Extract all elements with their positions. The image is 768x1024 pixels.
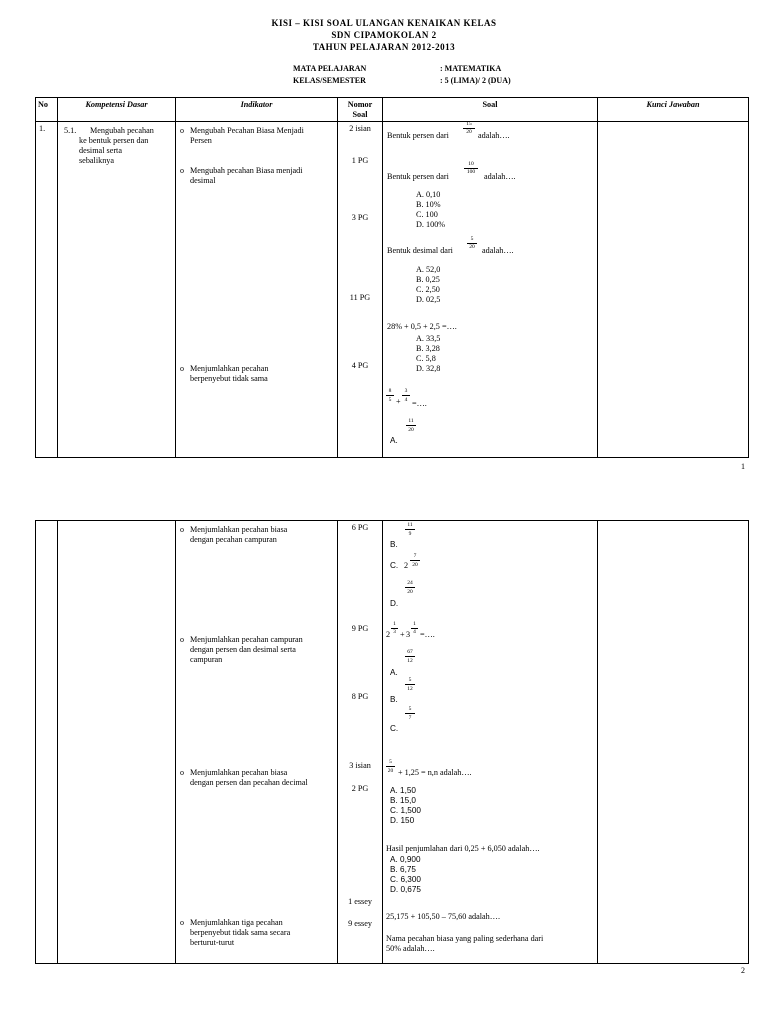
question-text: + 1,25 = n,n adalah…. xyxy=(398,768,472,777)
fraction-denominator: 12 xyxy=(407,686,413,692)
bullet-icon: o xyxy=(180,635,184,644)
question-text: Nama pecahan biasa yang paling sederhana dari xyxy=(386,934,544,943)
fraction-denominator: 100 xyxy=(466,169,476,175)
col-header-kunci: Kunci Jawaban xyxy=(646,100,700,109)
bullet-icon: o xyxy=(180,918,184,927)
option: A. 0,10 xyxy=(416,190,441,199)
option-label: C. xyxy=(390,561,399,570)
question-text: Bentuk persen dari xyxy=(387,172,449,181)
subject-value: : MATEMATIKA xyxy=(440,64,502,73)
option-label: C. xyxy=(390,724,399,733)
question-number: 9 essey xyxy=(348,919,372,928)
indicator-text: desimal xyxy=(190,176,216,185)
doc-title: KISI – KISI SOAL ULANGAN KENAIKAN KELAS xyxy=(271,18,497,28)
answer-options xyxy=(390,786,421,826)
question-number: 11 PG xyxy=(349,293,371,302)
question-text: =…. xyxy=(420,630,435,639)
mixed-whole: 2 xyxy=(404,561,409,570)
fraction-denominator: 20 xyxy=(469,244,475,250)
question-text: Bentuk desimal dari xyxy=(387,246,453,255)
col-header-indikator: Indikator xyxy=(240,100,273,109)
question-number: 1 essey xyxy=(348,897,372,906)
page-number: 1 xyxy=(741,462,745,471)
question-number: 2 PG xyxy=(351,784,369,793)
bullet-icon: o xyxy=(180,768,184,777)
col-header-soal: Soal xyxy=(482,100,498,109)
indicator-text: dengan pecahan campuran xyxy=(190,535,277,544)
fraction-numerator: 7 xyxy=(413,553,417,559)
option: B. 0,25 xyxy=(416,275,440,284)
indicator-text: Persen xyxy=(190,136,212,145)
option: D. 02,5 xyxy=(416,295,441,304)
fraction-denominator: 7 xyxy=(408,715,412,721)
fraction-numerator: 11 xyxy=(408,418,414,424)
option: C. 100 xyxy=(416,210,438,219)
question-number: 3 PG xyxy=(351,213,369,222)
option: A. 0,900 xyxy=(390,855,421,864)
bullet-icon: o xyxy=(180,166,184,175)
fraction-numerator: 15 xyxy=(466,121,472,127)
option: B. 3,28 xyxy=(416,344,440,353)
bullet-icon: o xyxy=(180,525,184,534)
option: D. 0,675 xyxy=(390,885,421,894)
answer-options xyxy=(390,855,421,895)
question-text: 50% adalah…. xyxy=(386,944,435,953)
kd-text: sebaliknya xyxy=(79,156,115,165)
option: D. 150 xyxy=(390,816,415,825)
fraction-denominator: 4 xyxy=(404,397,408,403)
class-value: : 5 (LIMA)/ 2 (DUA) xyxy=(440,76,511,85)
kd-text: ke bentuk persen dan xyxy=(79,136,149,145)
col-header-kompetensi: Kompetensi Dasar xyxy=(85,100,148,109)
question-text: adalah…. xyxy=(484,172,516,181)
question-text: Bentuk persen dari xyxy=(387,131,449,140)
option: B. 15,0 xyxy=(390,796,416,805)
fraction-denominator: 20 xyxy=(466,129,472,135)
option: C. 2,50 xyxy=(416,285,440,294)
answer-options xyxy=(416,334,440,374)
question-text: adalah…. xyxy=(478,131,510,140)
fraction-denominator: 9 xyxy=(408,531,412,537)
fraction-numerator: 11 xyxy=(407,522,413,528)
fraction-denominator: 20 xyxy=(408,427,414,433)
plus-sign: + xyxy=(396,397,401,406)
fraction-denominator: 20 xyxy=(412,562,418,568)
col-header-no: No xyxy=(38,100,49,109)
option: A. 33,5 xyxy=(416,334,441,343)
option: C. 5,8 xyxy=(416,354,436,363)
indicator-text: Mengubah Pecahan Biasa Menjadi xyxy=(190,126,304,135)
indicator-text: dengan persen dan pecahan decimal xyxy=(190,778,308,787)
fraction-numerator: 5 xyxy=(470,236,474,242)
question-number: 3 isian xyxy=(349,761,371,770)
option-label: A. xyxy=(390,668,398,677)
option-label: B. xyxy=(390,540,398,549)
question-number: 2 isian xyxy=(349,124,371,133)
fraction-numerator: 24 xyxy=(407,580,413,586)
fraction-numerator: 10 xyxy=(468,161,474,167)
indicator-text: campuran xyxy=(190,655,223,664)
indicator-text: Menjumlahkan tiga pecahan xyxy=(190,918,283,927)
question-number: 1 PG xyxy=(351,156,369,165)
option: B. 10% xyxy=(416,200,441,209)
bullet-icon: o xyxy=(180,126,184,135)
indicator-text: Menjumlahkan pecahan xyxy=(190,364,269,373)
class-label: KELAS/SEMESTER xyxy=(293,76,366,85)
indicator-text: Menjumlahkan pecahan biasa xyxy=(190,525,288,534)
fraction-denominator: 5 xyxy=(388,397,392,403)
fraction-denominator: 20 xyxy=(407,589,413,595)
option: C. 6,300 xyxy=(390,875,421,884)
fraction-denominator: 20 xyxy=(387,768,394,774)
option-label: D. xyxy=(390,599,399,608)
kd-text: desimal serta xyxy=(79,146,122,155)
option-label: B. xyxy=(390,695,398,704)
question-number: 6 PG xyxy=(351,523,369,532)
indicator-text: Mengubah pecahan Biasa menjadi xyxy=(190,166,303,175)
kd-text: Mengubah pecahan xyxy=(90,126,154,135)
indicator-text: dengan persen dan desimal serta xyxy=(190,645,296,654)
school-year: TAHUN PELAJARAN 2012-2013 xyxy=(312,42,456,52)
answer-options xyxy=(416,265,440,305)
subject-label: MATA PELAJARAN xyxy=(293,64,367,73)
row-number: 1. xyxy=(39,124,46,133)
question-number: 4 PG xyxy=(351,361,369,370)
indicator-text: berturut-turut xyxy=(190,938,235,947)
col-header-nomor: Nomor Soal xyxy=(347,100,373,119)
option: D. 100% xyxy=(416,220,446,229)
bullet-icon: o xyxy=(180,364,184,373)
indicator-text: berpenyebut tidak sama xyxy=(190,374,268,383)
option-label: A. xyxy=(390,436,398,445)
fraction-numerator: 1 xyxy=(393,621,396,627)
page-number: 2 xyxy=(741,966,745,975)
fraction-denominator: 4 xyxy=(413,629,416,635)
question-text: 25,175 + 105,50 – 75,60 adalah…. xyxy=(386,912,500,921)
option: D. 32,8 xyxy=(416,364,441,373)
fraction-denominator: 3 xyxy=(393,629,396,635)
question-text: 28% + 0,5 + 2,5 =…. xyxy=(387,322,457,331)
option: A. 52,0 xyxy=(416,265,441,274)
fraction-numerator: 67 xyxy=(407,649,413,655)
answer-options xyxy=(416,190,445,230)
question-number: 9 PG xyxy=(351,624,369,633)
school-name: SDN CIPAMOKOLAN 2 xyxy=(331,30,437,40)
question-text: adalah…. xyxy=(482,246,514,255)
option: A. 1,50 xyxy=(390,786,416,795)
fraction-numerator: 8 xyxy=(388,388,392,394)
option: C. 1,500 xyxy=(390,806,421,815)
indicator-text: Menjumlahkan pecahan campuran xyxy=(190,635,303,644)
kd-number: 5.1. xyxy=(64,126,77,135)
question-number: 8 PG xyxy=(351,692,369,701)
fraction-numerator: 5 xyxy=(389,759,392,765)
fraction-numerator: 1 xyxy=(413,621,416,627)
option: B. 6,75 xyxy=(390,865,416,874)
mixed-whole: 3 xyxy=(406,630,411,639)
indicator-text: berpenyebut tidak sama secara xyxy=(190,928,291,937)
fraction-numerator: 5 xyxy=(408,706,412,712)
fraction-denominator: 12 xyxy=(407,658,413,664)
plus-sign: + xyxy=(400,630,405,639)
indicator-text: Menjumlahkan pecahan biasa xyxy=(190,768,288,777)
question-text: =…. xyxy=(412,399,427,408)
question-text: Hasil penjumlahan dari 0,25 + 6,050 adalah…. xyxy=(386,844,540,853)
mixed-whole: 2 xyxy=(386,630,391,639)
fraction-numerator: 5 xyxy=(408,677,412,683)
fraction-numerator: 3 xyxy=(404,388,408,394)
